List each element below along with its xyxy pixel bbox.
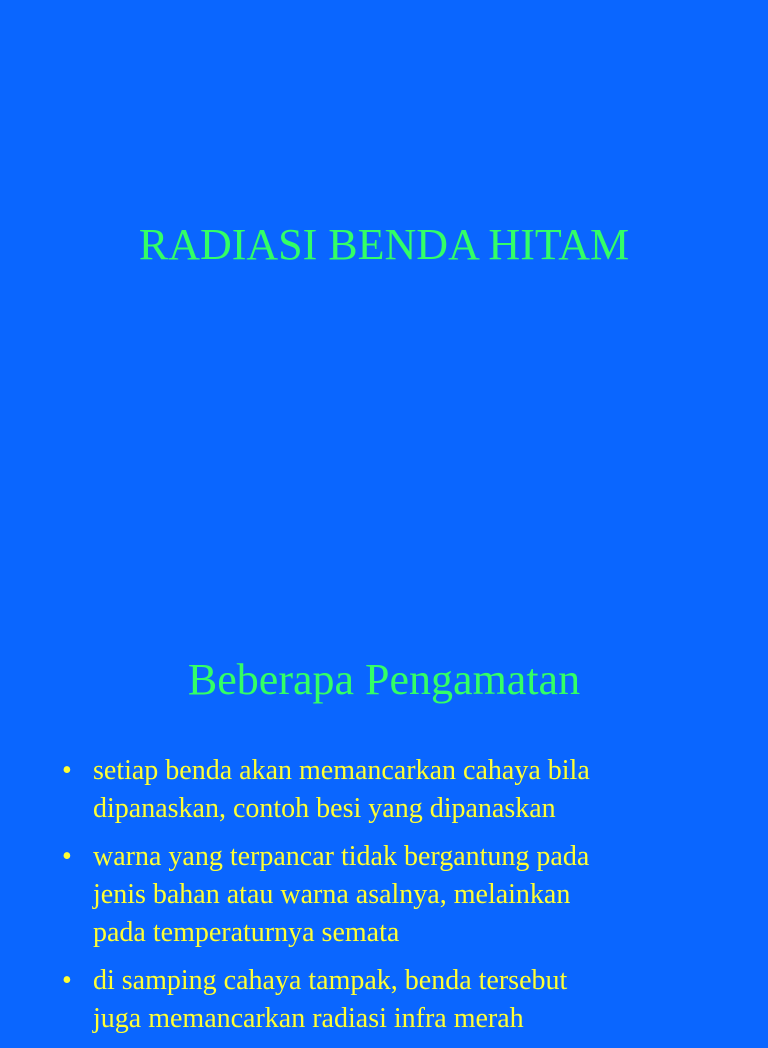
bullet-text-line: jenis bahan atau warna asalnya, melainkan (93, 879, 571, 910)
bullet-icon: • (62, 755, 72, 786)
list-item (62, 962, 752, 1038)
bullet-text-line: setiap benda akan memancarkan cahaya bila (93, 755, 590, 786)
list-item (62, 838, 752, 952)
bullet-text-line: dipanaskan, contoh besi yang dipanaskan (93, 793, 556, 824)
bullet-text-line: juga memancarkan radiasi infra merah (93, 1003, 524, 1034)
bullet-text-line: pada temperaturnya semata (93, 917, 400, 948)
observations-list (62, 752, 752, 1048)
list-item (62, 752, 752, 828)
observations-heading: Beberapa Pengamatan (187, 655, 581, 704)
bullet-text-line: warna yang terpancar tidak bergantung pada (93, 841, 590, 872)
bullet-text-line: di samping cahaya tampak, benda tersebut (93, 965, 568, 996)
slide-title-heading: RADIASI BENDA HITAM (138, 220, 630, 269)
bullet-icon: • (62, 965, 72, 996)
bullet-icon: • (62, 841, 72, 872)
